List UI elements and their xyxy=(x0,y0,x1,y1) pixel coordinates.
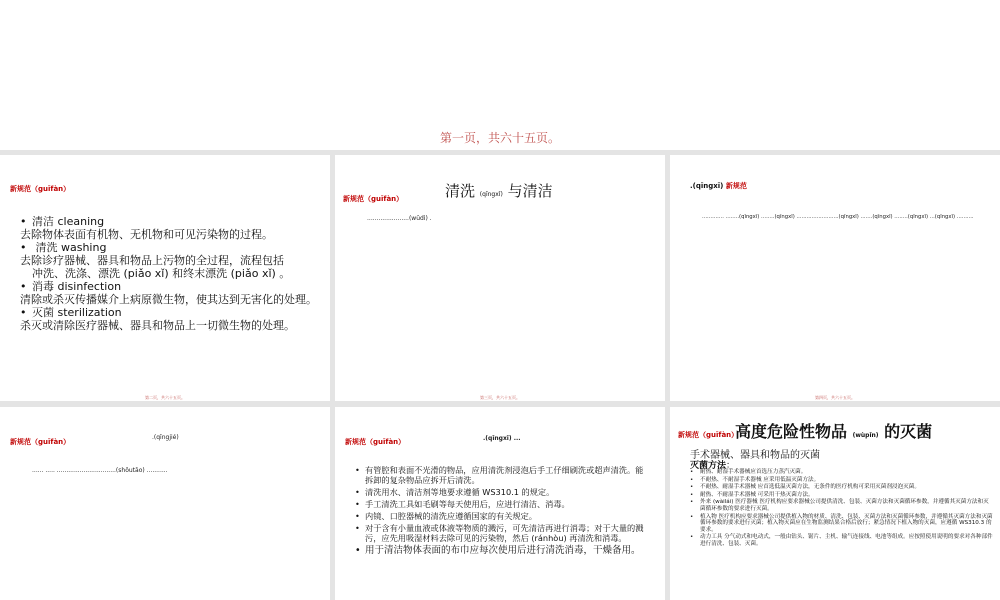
line-text: 清洁 cleaning xyxy=(32,215,105,228)
logo-text: 新规范（guīfàn） xyxy=(678,431,739,439)
definition-term xyxy=(20,280,320,293)
logo-text: 新规范（guīfàn） xyxy=(10,185,71,193)
definitions-list xyxy=(20,215,320,332)
slide-footer: 第三页，共六十五页。 xyxy=(480,395,520,400)
bullet-icon: • xyxy=(20,215,27,228)
methods-list xyxy=(688,469,994,549)
slide-heading: .(qīngxī) ... xyxy=(483,435,521,442)
title-tail: 与清洁 xyxy=(507,182,553,200)
slide-subtitle: 手术器械、器具和物品的灭菌 xyxy=(690,450,820,461)
title-pinyin: (wùpǐn) xyxy=(852,432,879,439)
definition-text xyxy=(20,254,320,267)
list-item: • 耐热、耐湿手术器械应首选压力蒸汽灭菌。 xyxy=(688,469,994,476)
list-item: • 清洗用水、清洁剂等地要求遵循 WS310.1 的规定。 xyxy=(353,487,648,497)
list-item: • 对于含有小量血液或体液等物质的溅污，可先清洁再进行消毒；对于大量的溅污，应先用吸湿材料去除可见的污染物，然后 (ránhòu) 再清洗和消毒。 xyxy=(353,523,648,543)
title-main: 清洗 xyxy=(445,182,476,200)
slide-body: ............. ........(qīngxī) ........(qīngxī) .........................(qīngxī) .......(qīngxī) ........(qīngxī) ...(qīngxī) .......... xyxy=(702,214,974,220)
line-text: 冲洗、洗涤、漂洗 (piǎo xǐ) 和终末漂洗 (piǎo xǐ) 。 xyxy=(32,267,291,280)
slide-body: ...... ..... ...............................(shōutāo) ........... xyxy=(32,467,168,474)
list-item: • 不耐热、耐湿手术器械 应首选低温灭菌方法，无条件的医疗机构可采用灭菌剂浸泡灭菌。 xyxy=(688,484,994,491)
rules-list xyxy=(353,465,648,558)
slide-heading: .(qīngjié) xyxy=(152,434,179,441)
logo-text: 新规范（guīfàn） xyxy=(345,438,406,446)
definition-text xyxy=(20,267,320,280)
slide-washing-rules[interactable] xyxy=(335,407,665,600)
line-text: 杀灭或清除医疗器械、器具和物品上一切微生物的处理。 xyxy=(20,319,295,332)
line-text: 清洗 washing xyxy=(32,241,107,254)
slide-title xyxy=(445,180,553,201)
title-pinyin: (qīngxǐ) xyxy=(479,191,503,198)
definition-text xyxy=(20,319,320,332)
list-item: • 外来 (wàilái) 医疗器械 医疗机构应要求器械公司提供清洗、包装、灭菌方法和灭菌循环参数，并遵循其灭菌方法和灭菌循环参数的要求进行灭菌。 xyxy=(688,499,994,512)
heading-logo: 新规范 xyxy=(725,182,747,190)
slide-title xyxy=(735,419,932,442)
slide-cleaning-spec[interactable] xyxy=(670,155,1000,401)
definition-term xyxy=(20,241,320,254)
list-item: • 手工清洗工具如毛刷等每天使用后，应进行清洁、消毒。 xyxy=(353,499,648,509)
previous-page-bottom xyxy=(0,0,1000,150)
heading-pinyin: .(qīngxī) xyxy=(690,182,724,190)
bullet-icon: • xyxy=(20,306,27,319)
definition-text xyxy=(20,293,320,306)
slide-body: ......................(wūdì) . xyxy=(367,215,432,222)
list-item: • 耐热、不耐湿手术器械 可采用干热灭菌方法。 xyxy=(688,492,994,499)
list-item: • 用于清洁物体表面的布巾应每次使用后进行清洗消毒，干燥备用。 xyxy=(353,545,648,556)
list-item: • 植入物 医疗机构应要求器械公司提供植入物的材质、清洗、包装、灭菌方法和灭菌循环参数，并遵循其灭菌方法和灭菌循环参数的要求进行灭菌；植入物灭菌应在生物监测结果合格后放行；紧急情况下植入物的灭菌，应遵循 WS310.3 的要求。 xyxy=(688,514,994,534)
title-main: 高度危险性物品 xyxy=(735,422,848,441)
definition-term xyxy=(20,306,320,319)
slide-definitions[interactable] xyxy=(0,155,330,401)
line-text: 去除物体表面有机物、无机物和可见污染物的过程。 xyxy=(20,228,273,241)
slide-cleaning-gloves[interactable] xyxy=(0,407,330,600)
line-text: 去除诊疗器械、器具和物品上污物的全过程，流程包括 xyxy=(20,254,284,267)
title-tail: 的灭菌 xyxy=(884,422,933,441)
list-item: • 有管腔和表面不光滑的物品，应用清洗剂浸泡后手工仔细刷洗或超声清洗。能拆卸的复杂物品应拆开后清洗。 xyxy=(353,465,648,485)
list-item: • 内镜、口腔器械的清洗应遵循国家的有关规定。 xyxy=(353,511,648,521)
slide-footer: 第二页，共六十五页。 xyxy=(145,395,185,400)
slide-high-risk-sterilization[interactable] xyxy=(670,407,1000,600)
line-text: 清除或杀灭传播媒介上病原微生物，使其达到无害化的处理。 xyxy=(20,293,317,306)
definition-term xyxy=(20,215,320,228)
line-text: 灭菌 sterilization xyxy=(32,306,122,319)
slide-washing-vs-cleaning[interactable] xyxy=(335,155,665,401)
page-footer: 第一页，共六十五页。 xyxy=(439,131,560,145)
method-label-colon: ： xyxy=(726,461,736,471)
list-item: • 不耐热、不耐湿手术器械 应采用低温灭菌方法。 xyxy=(688,477,994,484)
slide-heading xyxy=(690,181,747,191)
bullet-icon: • xyxy=(20,280,27,293)
line-text: 消毒 disinfection xyxy=(32,280,122,293)
list-item: • 动力工具 分气动式和电动式，一般由钻头、锯片、主机、输气连接线、电池等组成。应按照使用说明的要求对各种部件进行清洗、包装、灭菌。 xyxy=(688,534,994,547)
logo-text: 新规范（guīfàn） xyxy=(10,438,71,446)
bullet-icon: • xyxy=(20,241,27,254)
slide-footer: 第四页，共六十五页。 xyxy=(815,395,855,400)
method-label-text: 灭菌方法 xyxy=(690,461,727,471)
definition-text xyxy=(20,228,320,241)
logo-text: 新规范（guīfàn） xyxy=(343,195,404,203)
